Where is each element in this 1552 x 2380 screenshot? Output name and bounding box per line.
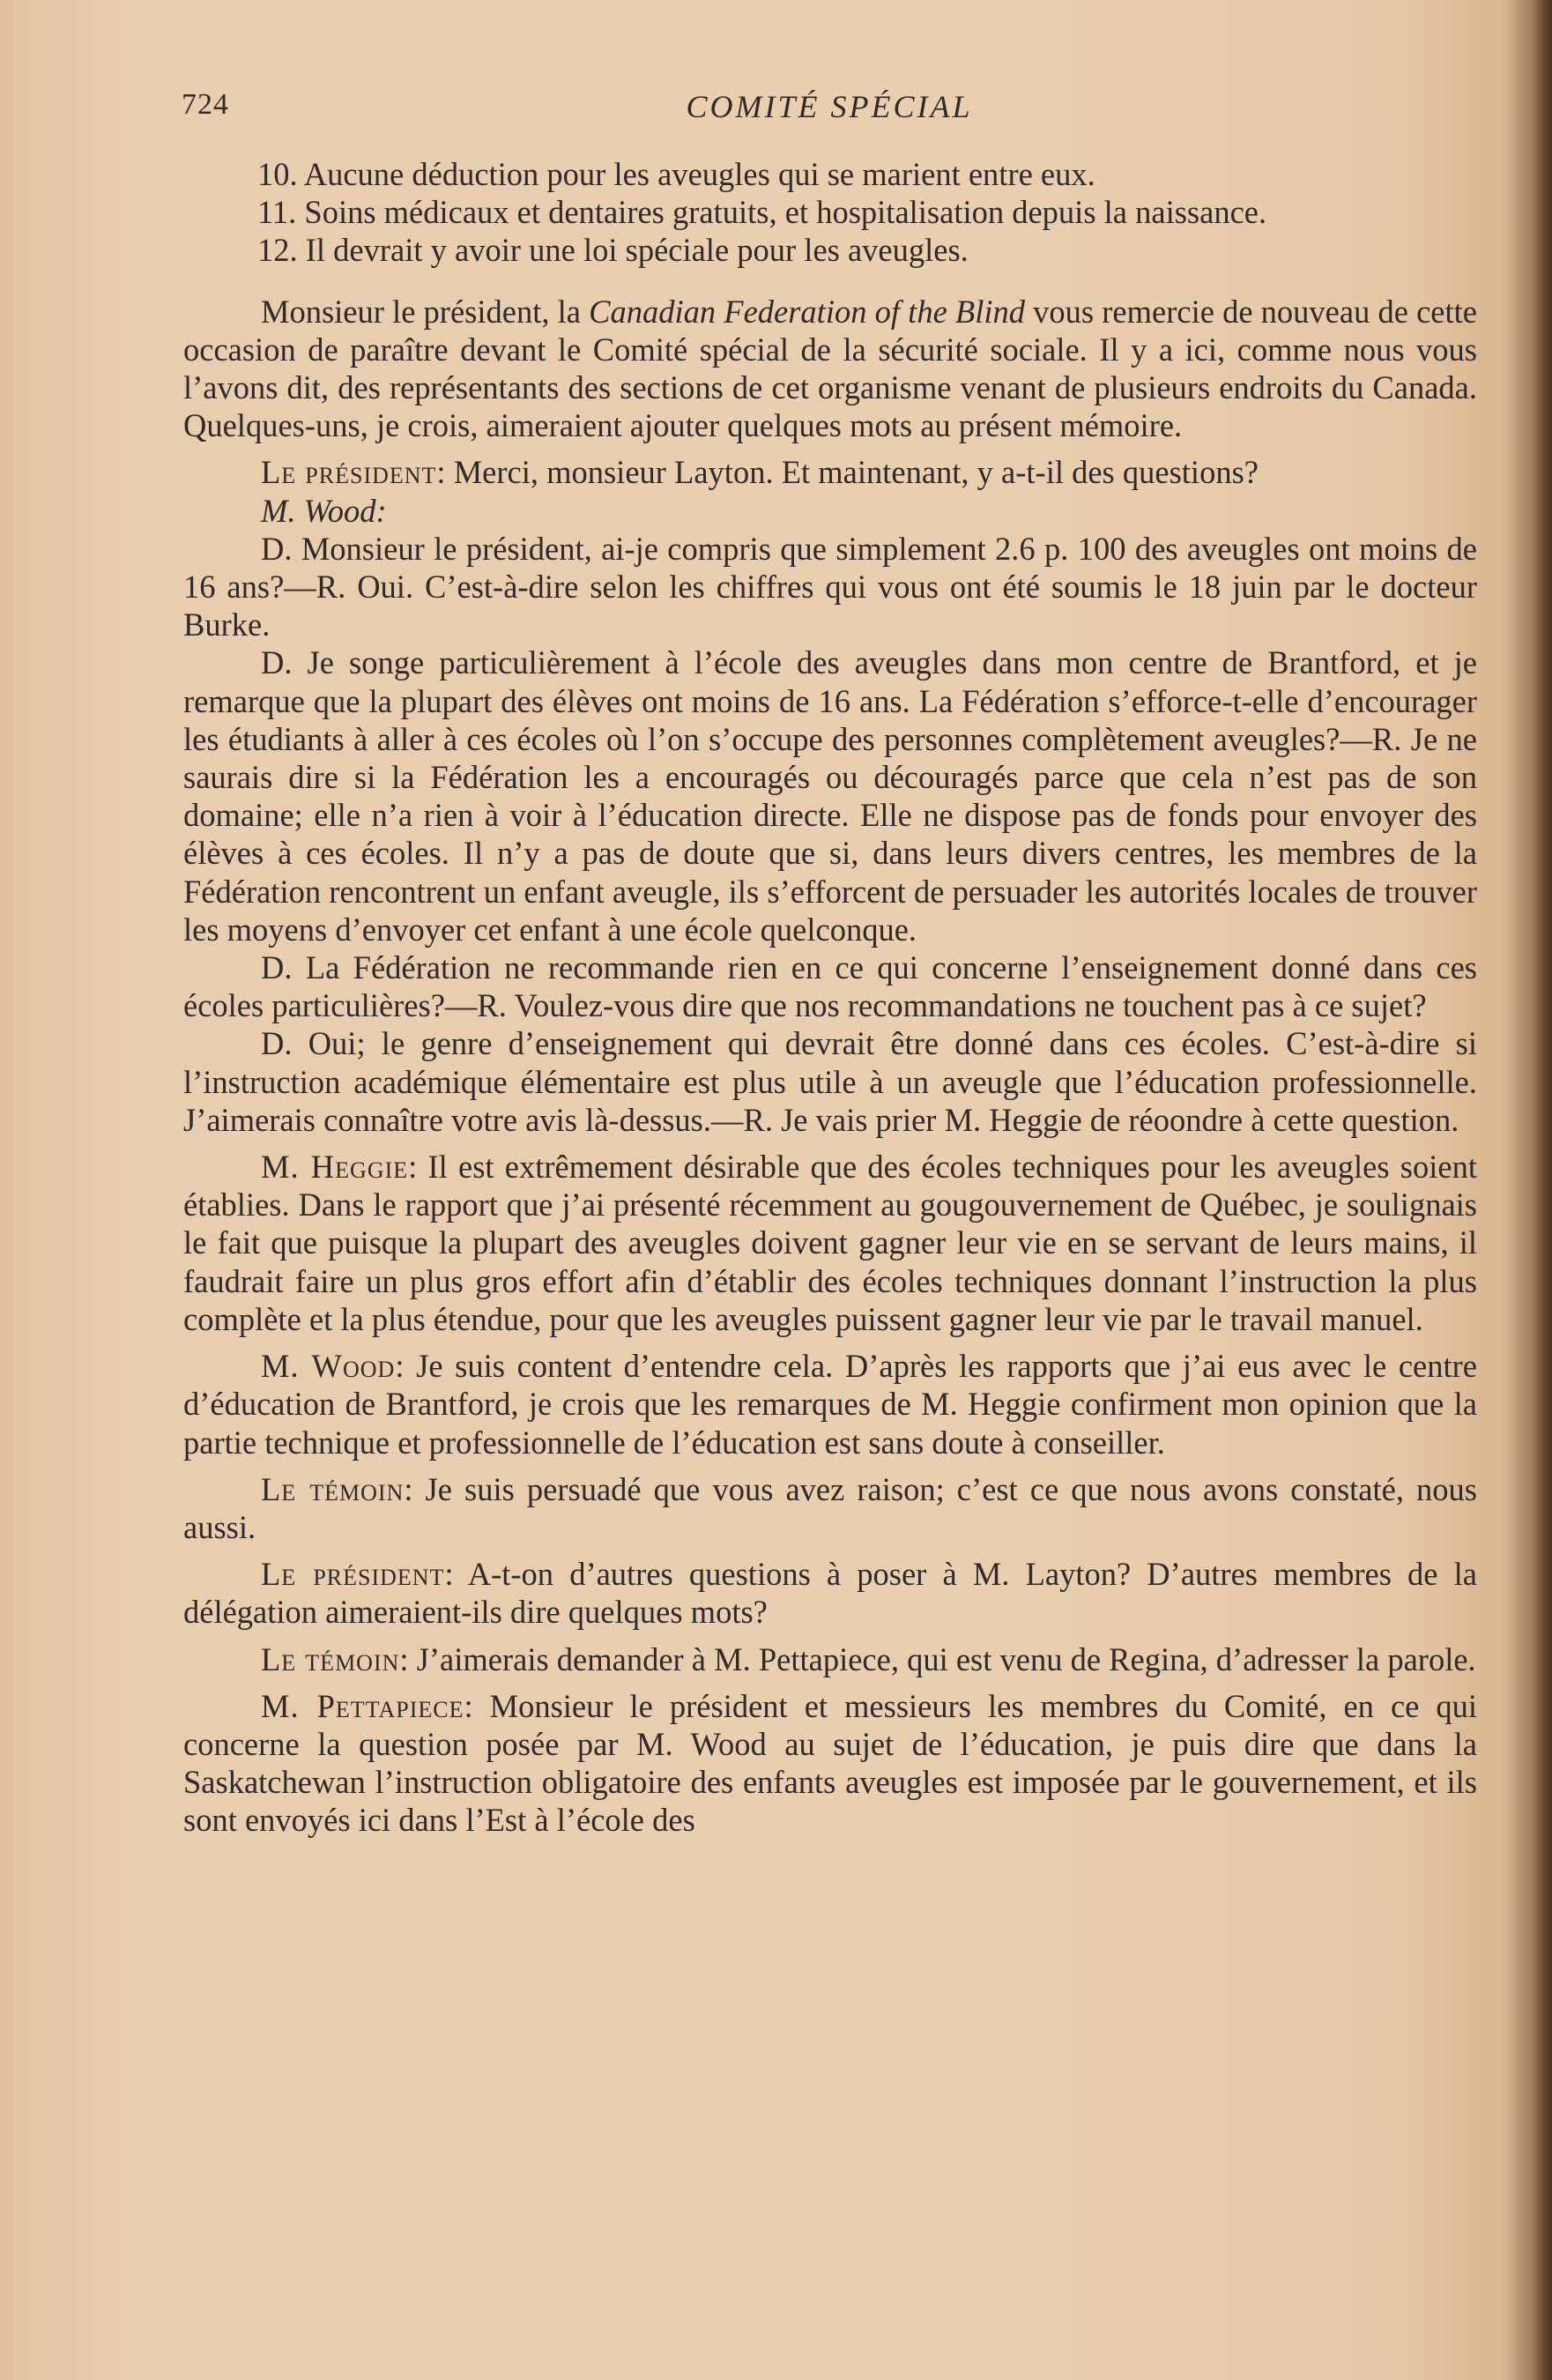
page-edge — [1529, 0, 1552, 2380]
list-item: 10. Aucune déduction pour les aveugles qui se marient entre eux. — [257, 156, 1095, 192]
paragraph-text: : Je suis persuadé que vous avez raison; c’est ce que nous avons constaté, nous aussi. — [183, 1470, 1477, 1545]
question-answer: D. Monsieur le président, ai-je compris que simplement 2.6 p. 100 des aveugles ont moins de 16 ans?—R. Oui. C’est-à-dire selon les chiffres qui vous ont été soumis le 18 juin par le docteur Burke. — [183, 530, 1477, 643]
paragraph — [183, 293, 1477, 445]
paragraph — [183, 1555, 1477, 1631]
paragraph — [183, 1347, 1477, 1461]
paragraph-text: : Monsieur le président et messieurs les membres du Comité, en ce qui concerne la question posée par M. Wood au sujet de l’éducation, je puis dire que dans la Saskatchewan l’instruction obligatoire des enfants aveugles est imposée par le gouvernement, et ils sont envoyés ici dans l’Est à l’école des — [183, 1687, 1477, 1839]
paragraph-text: : Je suis content d’entendre cela. D’après les rapports que j’ai eus avec le centre d’éducation de Brantford, je crois que les remarques de M. Heggie confirment mon opinion que la partie technique et professionnelle de l’éducation est sans doute à conseiller. — [183, 1348, 1477, 1461]
paragraph-text: : Merci, monsieur Layton. Et maintenant, y a-t-il des questions? — [436, 454, 1259, 491]
list-item: 11. Soins médicaux et dentaires gratuits, et hospitalisation depuis la naissance. — [257, 194, 1267, 231]
question-answer: D. Oui; le genre d’enseignement qui devrait être donné dans ces écoles. C’est-à-dire si l’instruction académique élémentaire est plus utile à un aveugle que l’éducation professionnelle. J’aimerais connaître votre avis là-dessus.—R. Je vais prier M. Heggie de réoondre à cette question. — [183, 1025, 1477, 1138]
speaker-name: M. Wood — [261, 1348, 396, 1385]
paragraph-text: Monsieur le président, la — [261, 293, 590, 330]
page-header — [182, 88, 1477, 132]
page-number: 724 — [182, 88, 229, 121]
paragraph-text: vous remercie de nouveau de cette occasion de paraître devant le Comité spécial de la sécurité sociale. Il y a ici, comme nous vous l’avons dit, des représentants des sections de cet organisme venant de plusieurs endroits du Canada. Quelques-uns, je crois, aimeraient ajouter quelques mots au présent mémoire. — [183, 293, 1477, 444]
running-head: COMITÉ SPÉCIAL — [686, 89, 973, 124]
paragraph-text: : A-t-on d’autres questions à poser à M. Layton? D’autres membres de la délégation aimeraient-ils dire quelques mots? — [183, 1556, 1478, 1631]
speaker-name: Le président — [261, 454, 437, 491]
speaker-name: M. Pettapiece — [261, 1687, 464, 1724]
question-answer: D. Je songe particulièrement à l’école des aveugles dans mon centre de Brantford, et je remarque que la plupart des élèves ont moins de 16 ans. La Fédération s’efforce-t-elle d’encourager les étudiants à aller à ces écoles où l’on s’occupe des personnes complètement aveugles?—R. Je ne saurais dire si la Fédération les a encouragés ou découragés parce que cela n’est pas de son domaine; elle n’a rien à voir à l’éducation directe. Elle ne dispose pas de fonds pour envoyer des élèves à ces écoles. Il n’y a pas de doute que si, dans leurs divers centres, les membres de la Fédération rencontrent un enfant aveugle, ils s’efforcent de persuader les autorités locales de trouver les moyens d’envoyer cet enfant à une école quelconque. — [183, 644, 1477, 948]
paragraph-text: : J’aimerais demander à M. Pettapiece, qui est venu de Regina, d’adresser la parole. — [399, 1640, 1476, 1677]
paragraph — [183, 1470, 1477, 1546]
speaker-name: Le témoin — [261, 1640, 400, 1677]
paragraph — [183, 453, 1477, 491]
question-answer: D. La Fédération ne recommande rien en ce qui concerne l’enseignement donné dans ces écoles particulières?—R. Voulez-vous dire que nos recommandations ne touchent pas à ce sujet? — [183, 949, 1477, 1024]
speaker-name: Le témoin — [261, 1470, 405, 1507]
paragraph — [183, 1148, 1477, 1338]
speaker-name: Le président — [261, 1556, 445, 1593]
body-text — [183, 155, 1477, 1840]
numbered-list — [257, 155, 1477, 270]
paragraph — [183, 1640, 1477, 1678]
list-item: 12. Il devrait y avoir une loi spéciale pour les aveugles. — [257, 232, 969, 269]
paragraph-text: : Il est extrêmement désirable que des écoles techniques pour les aveugles soient établies. Dans le rapport que j’ai présenté récemment au gougouvernement de Québec, je soulignais le fait que puisque la plupart des aveugles doivent gagner leur vie en se servant de leurs mains, il faudrait faire un plus gros effort afin d’établir des écoles techniques donnant l’instruction la plus complète et la plus étendue, pour que les aveugles puissent gagner leur vie par le travail manuel. — [183, 1149, 1477, 1337]
speaker-name: M. Heggie — [261, 1149, 409, 1186]
paragraph — [183, 1687, 1477, 1840]
speaker-heading: M. Wood: — [261, 492, 387, 529]
organization-name: Canadian Federation of the Blind — [589, 293, 1025, 330]
